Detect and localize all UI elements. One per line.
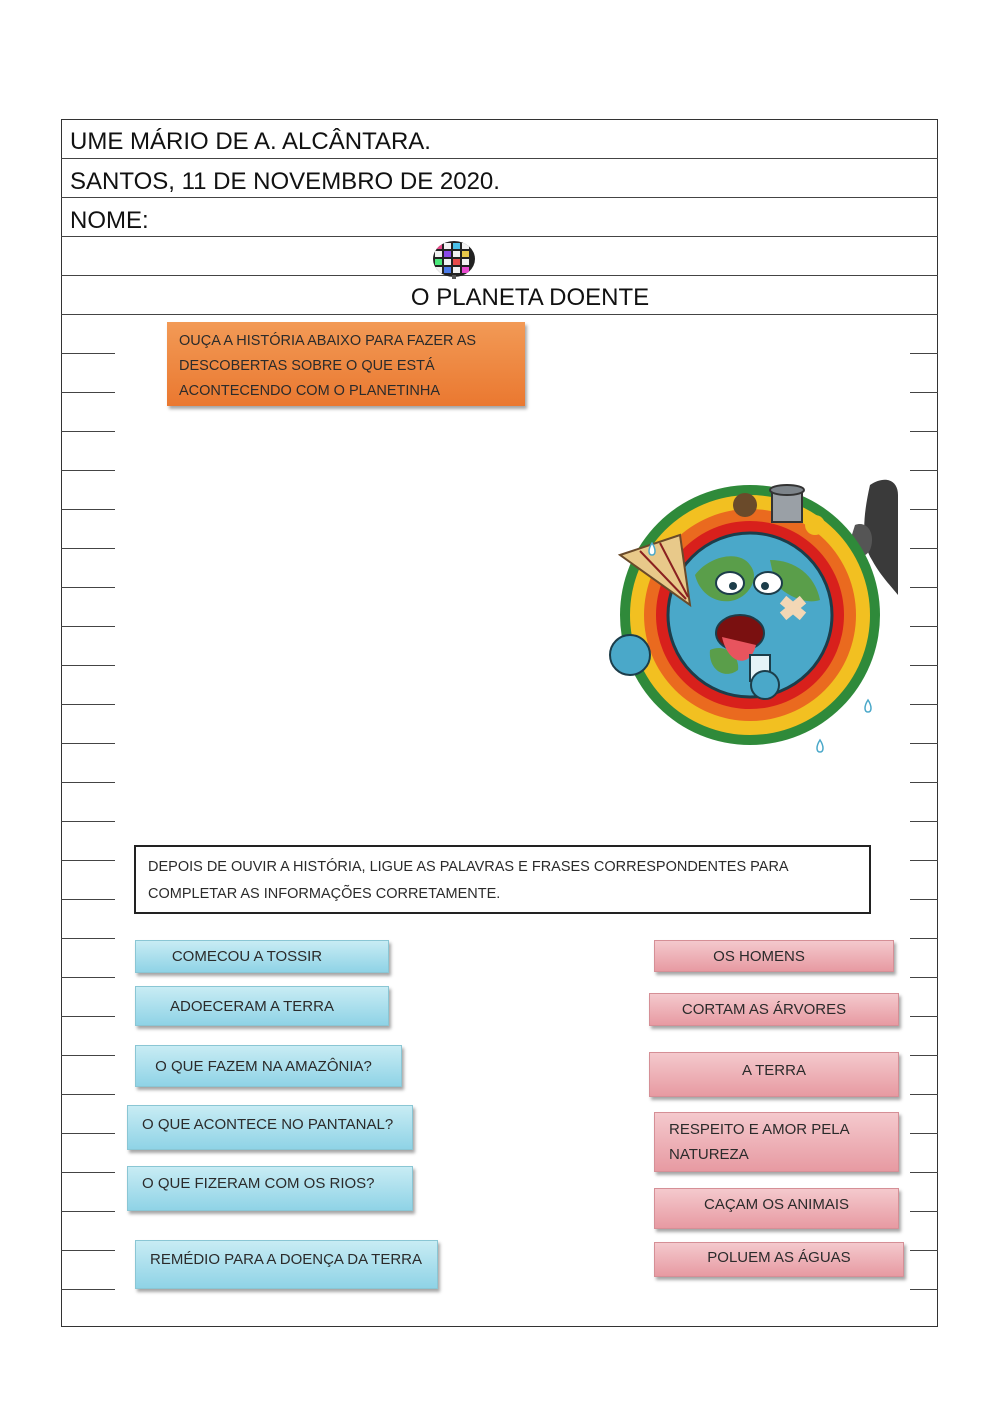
margin-rule xyxy=(61,587,115,588)
margin-rule xyxy=(61,977,115,978)
chip-label: POLUEM AS ÁGUAS xyxy=(707,1249,851,1266)
match-left-item[interactable] xyxy=(127,1166,413,1211)
margin-rule xyxy=(910,431,938,432)
chip-label: RESPEITO E AMOR PELA NATUREZA xyxy=(669,1121,849,1163)
instruction-line: DEPOIS DE OUVIR A HISTÓRIA, LIGUE AS PALAVRAS E FRASES CORRESPONDENTES PARA xyxy=(148,859,789,875)
rule-line xyxy=(61,314,938,315)
sick-planet-earth-icon xyxy=(600,465,898,765)
instruction-line: ACONTECENDO COM O PLANETINHA xyxy=(179,383,441,399)
margin-rule xyxy=(61,1172,115,1173)
chip-label: CAÇAM OS ANIMAIS xyxy=(703,1196,850,1213)
margin-rule xyxy=(910,1016,938,1017)
margin-rule xyxy=(910,821,938,822)
margin-rule xyxy=(61,1055,115,1056)
margin-rule xyxy=(910,470,938,471)
listen-instruction xyxy=(167,322,525,406)
margin-rule xyxy=(910,1055,938,1056)
chip-label: OS HOMENS xyxy=(713,947,805,965)
margin-rule xyxy=(61,1289,115,1290)
match-right-item[interactable] xyxy=(649,1052,899,1097)
disco-ball-icon xyxy=(431,240,477,280)
match-left-item[interactable] xyxy=(135,940,389,973)
match-left-item[interactable] xyxy=(127,1105,413,1150)
rule-line xyxy=(61,275,938,276)
margin-rule xyxy=(61,821,115,822)
margin-rule xyxy=(61,899,115,900)
margin-rule xyxy=(910,743,938,744)
margin-rule xyxy=(910,626,938,627)
margin-rule xyxy=(910,899,938,900)
margin-rule xyxy=(910,938,938,939)
name-label: NOME: xyxy=(70,207,149,234)
margin-rule xyxy=(910,1172,938,1173)
margin-rule xyxy=(61,431,115,432)
margin-rule xyxy=(61,665,115,666)
margin-rule xyxy=(61,470,115,471)
margin-rule xyxy=(61,743,115,744)
margin-rule xyxy=(910,1289,938,1290)
instruction-line: COMPLETAR AS INFORMAÇÕES CORRETAMENTE. xyxy=(148,886,501,902)
margin-rule xyxy=(61,392,115,393)
instruction-line: DESCOBERTAS SOBRE O QUE ESTÁ xyxy=(179,358,435,374)
chip-label: A TERRA xyxy=(742,1062,806,1079)
page-title: O PLANETA DOENTE xyxy=(410,284,650,311)
margin-rule xyxy=(910,1250,938,1251)
match-right-item[interactable] xyxy=(654,1242,904,1277)
margin-rule xyxy=(910,587,938,588)
margin-rule xyxy=(61,1133,115,1134)
margin-rule xyxy=(61,860,115,861)
margin-rule xyxy=(910,1133,938,1134)
match-left-item[interactable] xyxy=(135,986,389,1026)
margin-rule xyxy=(910,860,938,861)
chip-label: CORTAM AS ÁRVORES xyxy=(681,1001,847,1018)
match-left-item[interactable] xyxy=(135,1045,402,1087)
margin-rule xyxy=(910,353,938,354)
margin-rule xyxy=(61,704,115,705)
sick-planet-illustration xyxy=(600,465,898,765)
margin-rule xyxy=(61,1094,115,1095)
chip-label: O QUE ACONTECE NO PANTANAL? xyxy=(142,1116,394,1133)
margin-rule xyxy=(910,509,938,510)
match-right-item[interactable] xyxy=(654,1112,899,1172)
margin-rule xyxy=(910,665,938,666)
margin-rule xyxy=(61,509,115,510)
margin-rule xyxy=(910,548,938,549)
margin-rule xyxy=(910,1211,938,1212)
match-right-item[interactable] xyxy=(654,1188,899,1229)
chip-label: ADOECERAM A TERRA xyxy=(170,997,334,1015)
chip-label: O QUE FIZERAM COM OS RIOS? xyxy=(142,1175,375,1192)
margin-rule xyxy=(61,548,115,549)
school-name: UME MÁRIO DE A. ALCÂNTARA. xyxy=(70,128,431,155)
margin-rule xyxy=(910,1094,938,1095)
margin-rule xyxy=(61,1211,115,1212)
match-right-item[interactable] xyxy=(649,993,899,1026)
rule-line xyxy=(61,197,938,198)
margin-rule xyxy=(910,704,938,705)
rule-line xyxy=(61,158,938,159)
instruction-line: OUÇA A HISTÓRIA ABAIXO PARA FAZER AS xyxy=(179,333,477,349)
margin-rule xyxy=(61,626,115,627)
margin-rule xyxy=(910,977,938,978)
chip-label: O QUE FAZEM NA AMAZÔNIA? xyxy=(155,1057,372,1075)
match-left-item[interactable] xyxy=(135,1240,438,1289)
match-right-item[interactable] xyxy=(654,940,894,972)
margin-rule xyxy=(910,392,938,393)
margin-rule xyxy=(61,938,115,939)
rule-line xyxy=(61,236,938,237)
margin-rule xyxy=(61,1016,115,1017)
margin-rule xyxy=(61,1250,115,1251)
date-line: SANTOS, 11 DE NOVEMBRO DE 2020. xyxy=(70,168,500,195)
margin-rule xyxy=(910,782,938,783)
margin-rule xyxy=(61,782,115,783)
chip-label: REMÉDIO PARA A DOENÇA DA TERRA xyxy=(150,1251,423,1268)
match-instruction xyxy=(134,845,871,914)
margin-rule xyxy=(61,353,115,354)
chip-label: COMECOU A TOSSIR xyxy=(171,948,323,965)
